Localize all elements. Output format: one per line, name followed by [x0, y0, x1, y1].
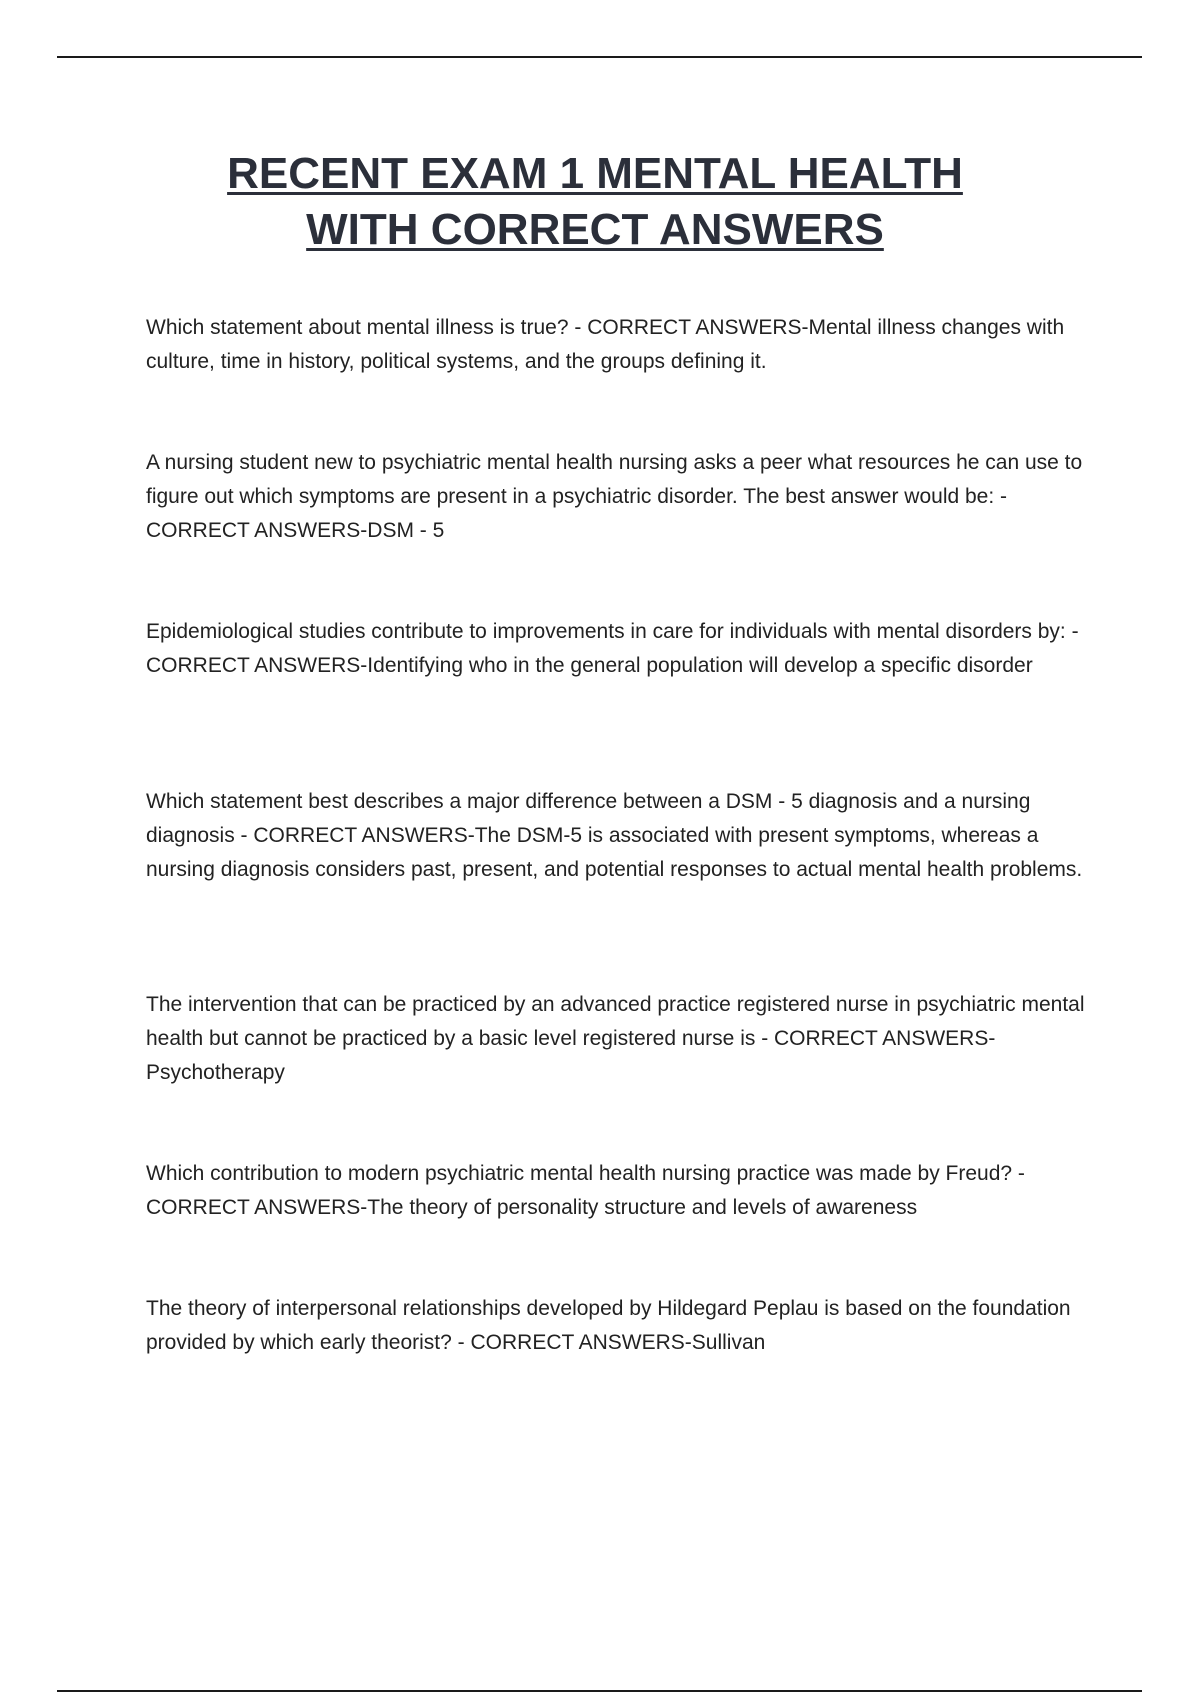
title-line-2: WITH CORRECT ANSWERS [306, 205, 884, 254]
question-answer-item: The theory of interpersonal relationships developed by Hildegard Peplau is based on the foundation provided by which early theorist? - CORRECT ANSWERS-Sullivan [146, 1297, 1071, 1354]
question-answer-item: Epidemiological studies contribute to improvements in care for individuals with mental disorders by: - CORRECT ANSWERS-Identifying who in the general population will develop a specific disorder [146, 620, 1079, 677]
question-answer-item: Which statement about mental illness is true? - CORRECT ANSWERS-Mental illness changes with culture, time in history, political systems, and the groups defining it. [146, 316, 1065, 373]
question-answer-item: Which statement best describes a major difference between a DSM - 5 diagnosis and a nursing diagnosis - CORRECT ANSWERS-The DSM-5 is associated with present symptoms, whereas a nursing diagnosis considers past, present, and potential responses to actual mental health problems. [146, 790, 1083, 881]
question-answer-item: A nursing student new to psychiatric mental health nursing asks a peer what resources he can use to figure out which symptoms are present in a psychiatric disorder. The best answer would be: - CORRECT ANSWERS-DSM - 5 [146, 451, 1083, 542]
page-title [120, 146, 1070, 258]
title-line-1: RECENT EXAM 1 MENTAL HEALTH [227, 149, 963, 198]
bottom-divider [57, 1690, 1142, 1692]
question-answer-item: Which contribution to modern psychiatric mental health nursing practice was made by Freud? - CORRECT ANSWERS-The theory of personality structure and levels of awareness [146, 1162, 1025, 1219]
question-answer-item: The intervention that can be practiced by an advanced practice registered nurse in psychiatric mental health but cannot be practiced by a basic level registered nurse is - CORRECT ANSWERS-Psychotherapy [146, 993, 1085, 1084]
top-divider [57, 56, 1142, 58]
